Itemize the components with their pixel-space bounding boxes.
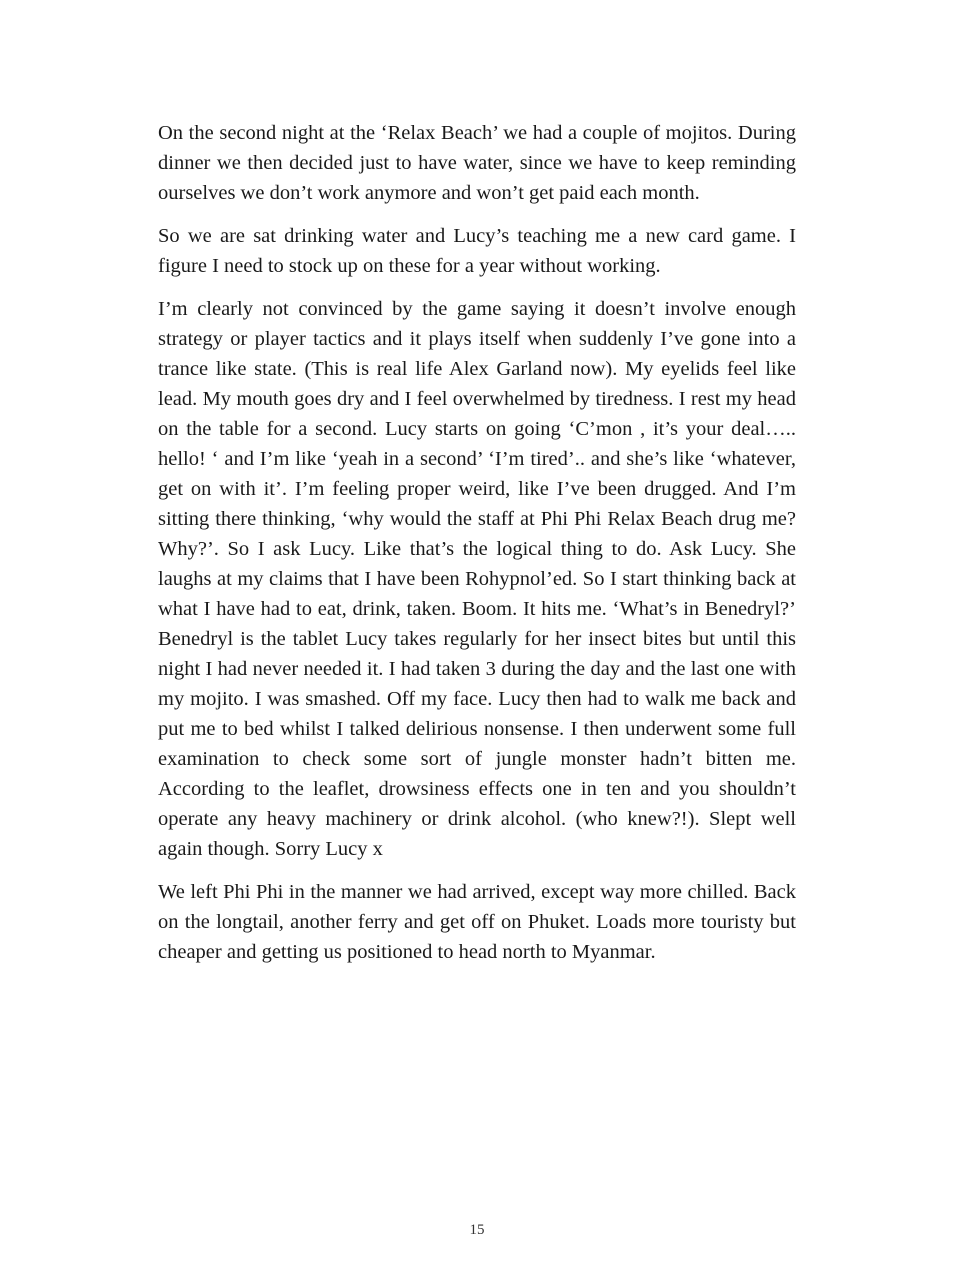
paragraph: So we are sat drinking water and Lucy’s teaching me a new card game. I figure I need to stock up on these for a year without working. <box>158 225 796 277</box>
body-text <box>158 118 796 980</box>
paragraph: We left Phi Phi in the manner we had arrived, except way more chilled. Back on the longtail, another ferry and get off on Phuket. Loads more touristy but cheaper and getting us positioned to head north to Myanmar. <box>158 881 796 963</box>
paragraph: On the second night at the ‘Relax Beach’ we had a couple of mojitos. During dinner we then decided just to have water, since we have to keep reminding ourselves we don’t work anymore and won’t get paid each month. <box>158 122 796 204</box>
page-number: 15 <box>469 1222 485 1238</box>
paragraph: I’m clearly not convinced by the game saying it doesn’t involve enough strategy or player tactics and it plays itself when suddenly I’ve gone into a trance like state. (This is real life Alex Garland now). My eyelids feel like lead. My mouth goes dry and I feel overwhelmed by tiredness. I rest my head on the table for a second. Lucy starts on going ‘C’mon , it’s your deal….. hello! ‘ and I’m like ‘yeah in a second’ ‘I’m tired’.. and she’s like ‘whatever, get on with it’. I’m feeling proper weird, like I’ve been drugged. And I’m sitting there thinking, ‘why would the staff at Phi Phi Relax Beach drug me? Why?’. So I ask Lucy. Like that’s the logical thing to do. Ask Lucy. She laughs at my claims that I have been Rohypnol’ed. So I start thinking back at what I have had to eat, drink, taken. Boom. It hits me. ‘What’s in Benedryl?’ Benedryl is the tablet Lucy takes regularly for her insect bites but until this night I had never needed it. I had taken 3 during the day and the last one with my mojito. I was smashed. Off my face. Lucy then had to walk me back and put me to bed whilst I talked delirious nonsense. I then underwent some full examination to check some sort of jungle monster hadn’t bitten me. According to the leaflet, drowsiness effects one in ten and you shouldn’t operate any heavy machinery or drink alcohol. (who knew?!). Slept well again though. Sorry Lucy x <box>158 298 796 860</box>
